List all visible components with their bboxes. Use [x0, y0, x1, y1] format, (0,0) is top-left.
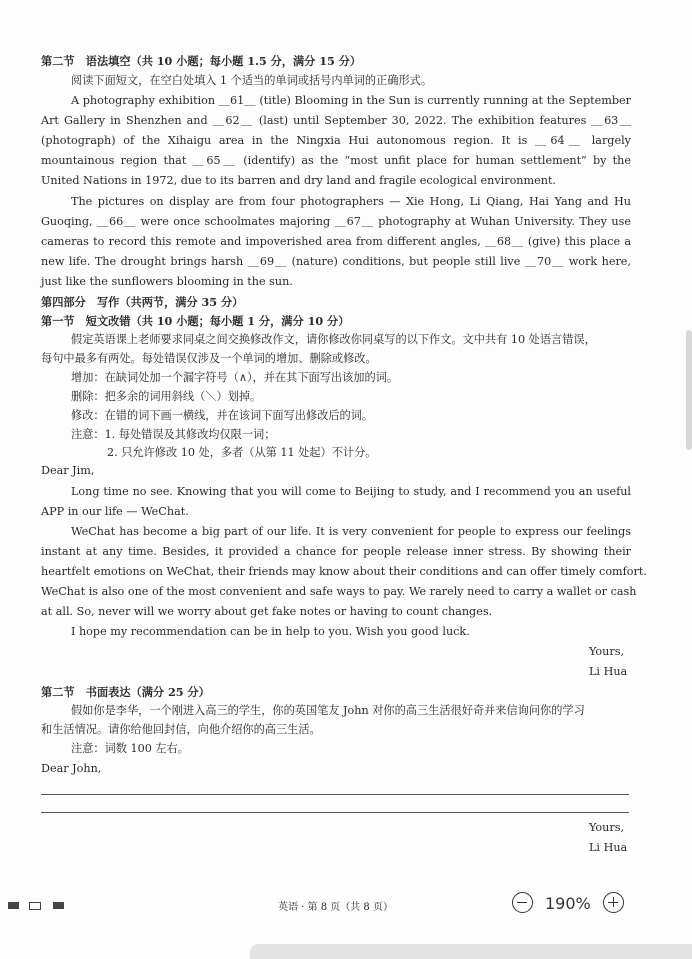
passage-line: Art Gallery in Shenzhen and ＿62＿ (last) until September 30, 2022. The exhibition features ＿63＿	[41, 114, 631, 127]
answer-line	[41, 794, 629, 795]
passage-line: A photography exhibition ＿61＿ (title) Blooming in the Sun is currently running at the September	[71, 94, 631, 107]
section-heading: 第二节 语法填空（共 10 小题；每小题 1.5 分，满分 15 分）	[41, 54, 362, 68]
letter-closing: Yours,	[589, 821, 624, 834]
letter-signature: Li Hua	[589, 841, 628, 854]
letter-signature: Li Hua	[589, 665, 628, 678]
letter-line: WeChat is also one of the most convenient and safe ways to pay. We rarely need to carry a wallet or cash	[41, 585, 637, 598]
letter-salutation: Dear Jim,	[41, 464, 95, 477]
letter-line: instant at any time. Besides, it provided a chance for people release inner stress. By showing their	[41, 545, 631, 558]
instruction: 增加：在缺词处加一个漏字符号（∧），并在其下面写出该加的词。	[71, 371, 399, 384]
answer-line	[41, 812, 629, 813]
instruction: 假定英语课上老师要求同桌之间交换修改作文，请你修改你同桌写的以下作文。文中共有 10 处语言错误，	[71, 333, 596, 346]
letter-line: Long time no see. Knowing that you will come to Beijing to study, and I recommend you an useful	[71, 485, 631, 498]
instruction: 修改：在错的词下画一横线，并在该词下面写出修改后的词。	[71, 409, 374, 422]
passage-line: United Nations in 1972, due to its barren and dry land and fragile ecological environment.	[41, 174, 556, 187]
letter-salutation: Dear John,	[41, 762, 102, 775]
instruction: 阅读下面短文，在空白处填入 1 个适当的单词或括号内单词的正确形式。	[71, 74, 433, 87]
letter-line: at all. So, never will we worry about get fake notes or having to count changes.	[41, 605, 493, 618]
instruction: 删除：把多余的词用斜线（＼）划掉。	[71, 390, 262, 403]
letter-line: WeChat has become a big part of our life. It is very convenient for people to express our feelings	[71, 525, 631, 538]
two-page-view-icon[interactable]	[29, 902, 41, 910]
passage-line: (photograph) of the Xihaigu area in the Ningxia Hui autonomous region. It is ＿64＿ largely	[41, 134, 631, 147]
part-heading: 第四部分 写作（共两节，满分 35 分）	[41, 295, 244, 309]
instruction: 每句中最多有两处。每处错误仅涉及一个单词的增加、删除或修改。	[41, 352, 377, 365]
vertical-scrollbar[interactable]	[686, 330, 692, 450]
zoom-in-icon[interactable]	[603, 892, 624, 913]
passage-line: just like the sunflowers blooming in the sun.	[41, 275, 293, 288]
horizontal-scrollbar[interactable]	[250, 944, 692, 959]
passage-line: Guoqing, ＿66＿ were once schoolmates majoring ＿67＿ photography at Wuhan University. They use	[41, 215, 631, 228]
instruction: 和生活情况。请你给他回封信，向他介绍你的高三生活。	[41, 723, 321, 736]
section-heading: 第一节 短文改错（共 10 小题；每小题 1 分，满分 10 分）	[41, 314, 350, 328]
instruction: 注意：1. 每处错误及其修改均仅限一词；	[71, 428, 276, 441]
passage-line: new life. The drought brings harsh ＿69＿ (nature) conditions, but people still live ＿70＿ work here,	[41, 255, 631, 268]
passage-line: mountainous region that ＿65＿ (identify) as the “most unfit place for human settlement” by the	[41, 154, 631, 167]
page-footer: 英语 · 第 8 页（共 8 页）	[278, 902, 393, 913]
passage-line: cameras to record this remote and impoverished area from different angles, ＿68＿ (give) this place a	[41, 235, 631, 248]
zoom-level: 190%	[545, 894, 591, 913]
zoom-out-icon[interactable]	[512, 892, 533, 913]
letter-line: I hope my recommendation can be in help to you. Wish you good luck.	[71, 625, 470, 638]
instruction: 注意：词数 100 左右。	[71, 742, 189, 755]
section-heading: 第二节 书面表达（满分 25 分）	[41, 685, 210, 699]
instruction: 2. 只允许修改 10 处，多者（从第 11 处起）不计分。	[107, 446, 377, 459]
scroll-view-icon[interactable]	[53, 902, 64, 909]
instruction: 假如你是李华，一个刚进入高三的学生，你的英国笔友 John 对你的高三生活很好奇并来信询问你的学习	[71, 704, 585, 717]
passage-line: The pictures on display are from four photographers — Xie Hong, Li Qiang, Hai Yang and Hu	[71, 195, 631, 208]
single-page-view-icon[interactable]	[8, 902, 19, 909]
letter-closing: Yours,	[589, 645, 624, 658]
letter-line: APP in our life — WeChat.	[41, 505, 189, 518]
letter-line: heartfelt emotions on WeChat, their friends may know about their conditions and can offer timely comfort.	[41, 565, 647, 578]
